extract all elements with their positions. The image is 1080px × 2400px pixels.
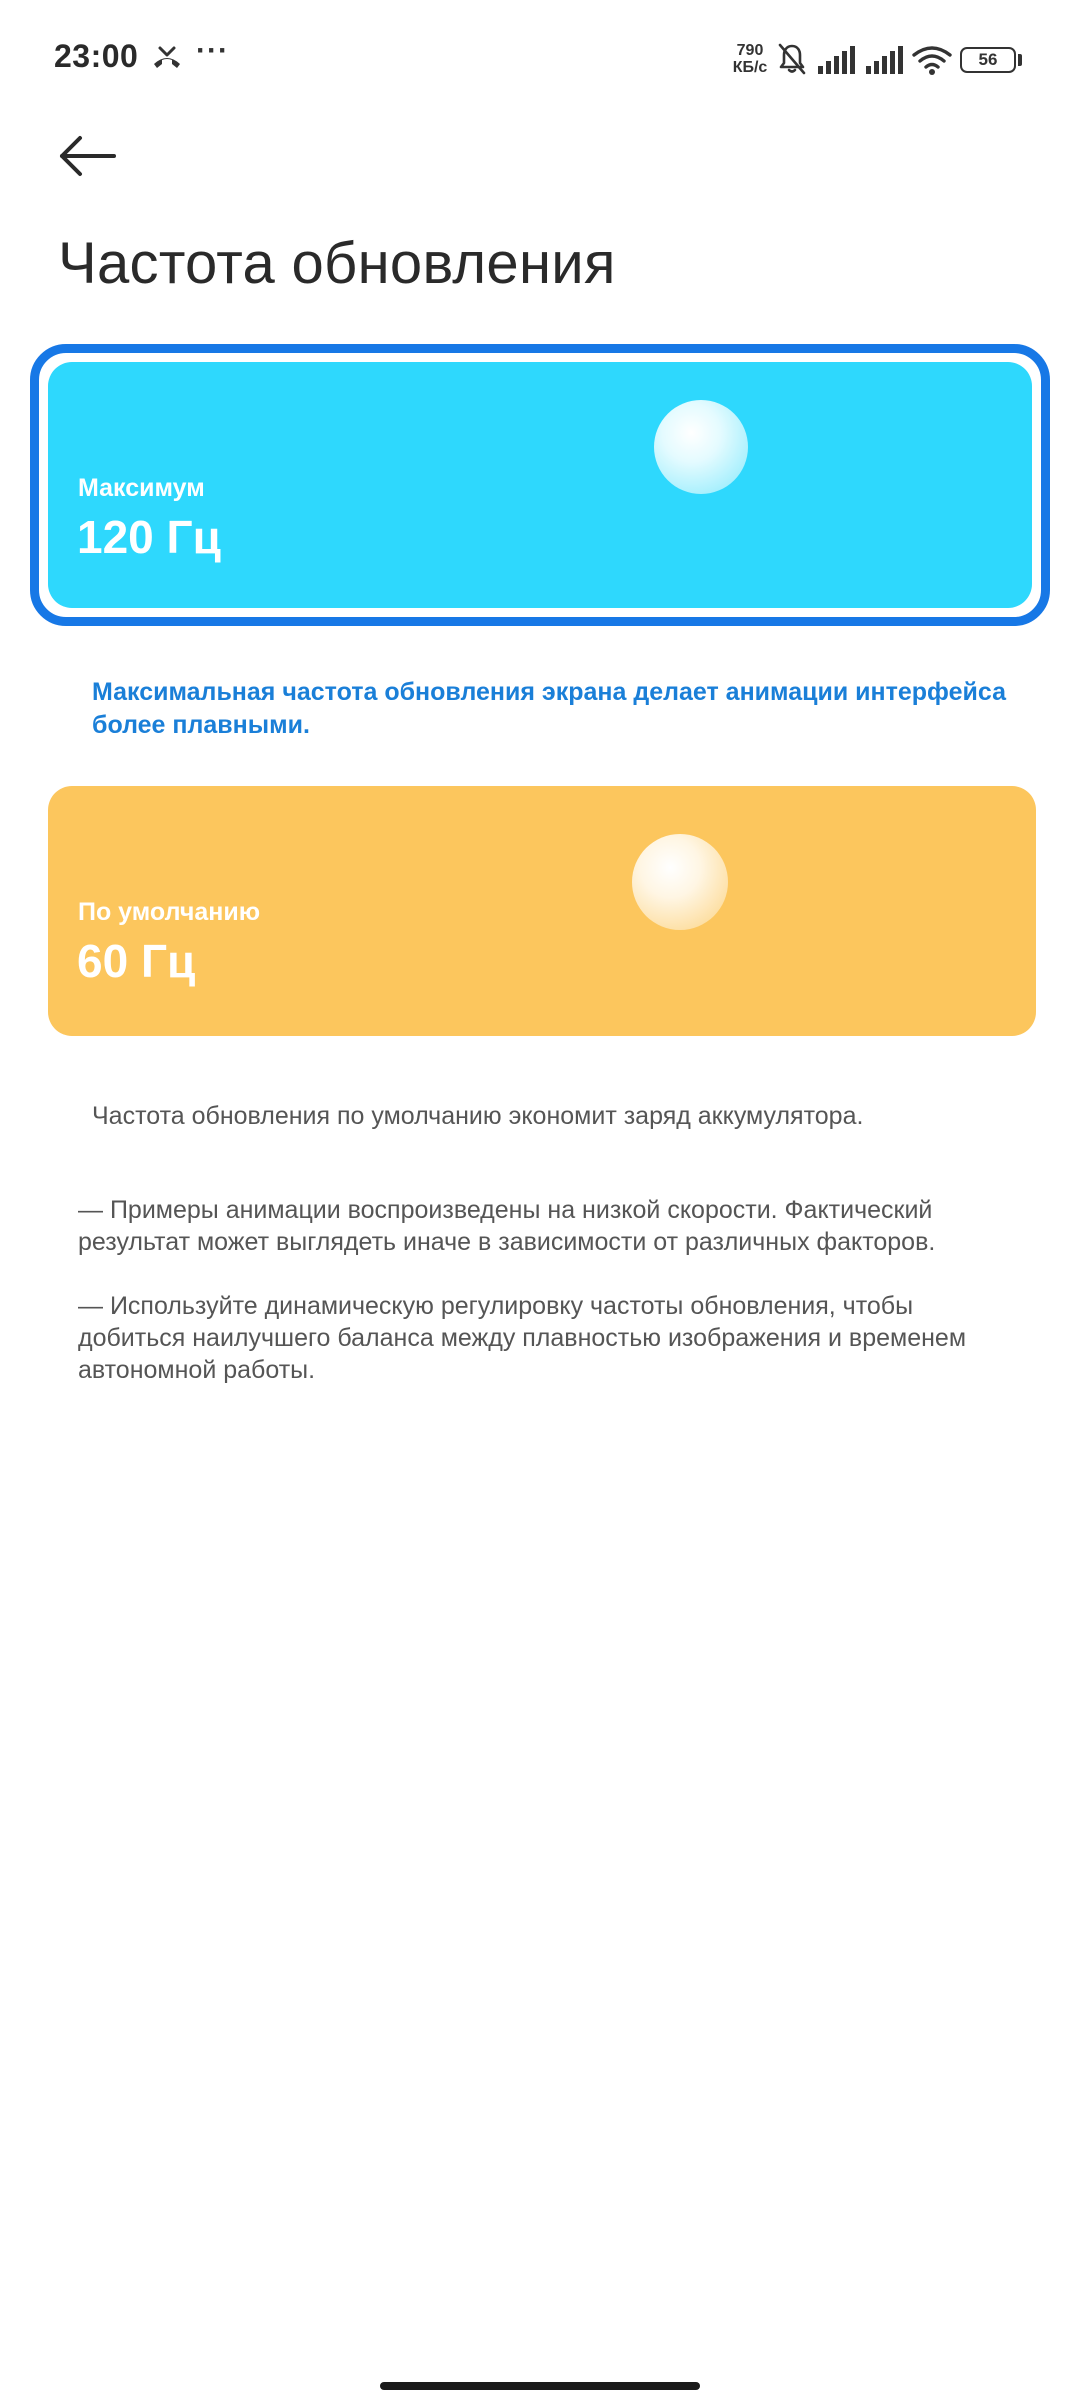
option-value: 120 Гц: [77, 511, 221, 563]
footnote: — Используйте динамическую регулировку частоты обновления, чтобы добиться наилучшего баланса между плавностью изображения и временем автономной работы.: [78, 1292, 967, 1384]
network-speed-value: 790: [736, 42, 764, 59]
back-arrow-icon[interactable]: [56, 128, 120, 184]
option-value: 60 Гц: [77, 935, 196, 987]
option-max-description: Максимальная частота обновления экрана делает анимации интерфейса более плавными.: [92, 678, 1006, 739]
network-speed: [728, 42, 772, 76]
gesture-navigation-bar[interactable]: [380, 2382, 700, 2390]
signal-icon: [864, 46, 904, 74]
refresh-rate-option-default[interactable]: [48, 786, 1036, 1036]
animation-preview-ball: [654, 400, 748, 494]
missed-call-icon: [150, 44, 184, 70]
muted-bell-icon: [776, 42, 808, 76]
animation-preview-ball: [632, 834, 728, 930]
battery-icon: 56: [960, 47, 1016, 73]
option-label: По умолчанию: [78, 898, 261, 926]
option-default-description: Частота обновления по умолчанию экономит заряд аккумулятора.: [92, 1102, 864, 1130]
option-label: Максимум: [78, 474, 205, 502]
battery-tip: [1018, 54, 1022, 66]
status-bar: [0, 0, 1080, 120]
footnote: — Примеры анимации воспроизведены на низкой скорости. Фактический результат может выглядеть иначе в зависимости от различных факторов.: [78, 1196, 936, 1256]
network-speed-unit: КБ/с: [732, 59, 768, 76]
wifi-icon: [912, 44, 952, 76]
notification-overflow-dots: ···: [196, 34, 229, 67]
signal-icon: [816, 46, 856, 74]
page-title: Частота обновления: [58, 231, 616, 296]
refresh-rate-option-max[interactable]: [48, 362, 1032, 608]
status-time: 23:00: [54, 38, 139, 74]
